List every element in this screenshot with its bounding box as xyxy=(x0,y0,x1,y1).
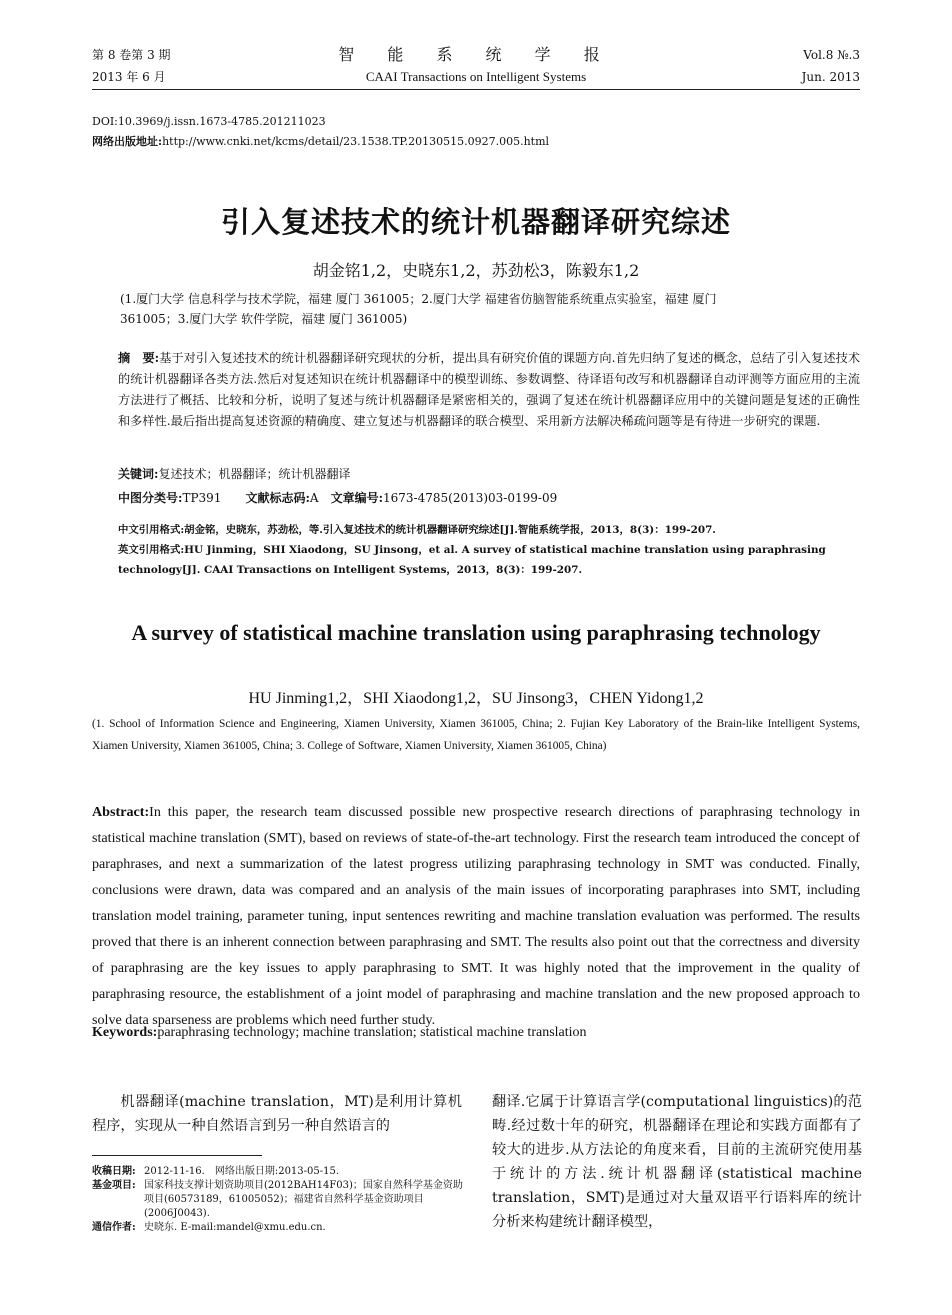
header-divider xyxy=(92,89,860,90)
footnote-corresponding xyxy=(92,1221,466,1235)
keywords-en-text: paraphrasing technology; machine translation; statistical machine translation xyxy=(157,1025,587,1040)
issue-date-en: Jun. 2013 xyxy=(801,70,860,84)
title-cn: 引入复述技术的统计机器翻译研究综述 xyxy=(220,205,731,239)
keywords-cn-text: 复述技术；机器翻译；统计机器翻译 xyxy=(158,467,351,481)
journal-name-en: CAAI Transactions on Intelligent Systems xyxy=(365,69,587,84)
body-column-left xyxy=(92,1090,462,1138)
footnote-text: 2012-11-16. 网络出版日期:2013-05-15. xyxy=(144,1166,340,1177)
volume-issue-en: Vol.8 №.3 xyxy=(803,48,860,62)
volume-issue: 第 8 卷第 3 期 xyxy=(92,48,171,62)
abstract-en-label: Abstract: xyxy=(92,804,150,820)
journal-name xyxy=(92,44,860,88)
keywords-cn xyxy=(118,464,860,484)
journal-name-cn: 智 能 系 统 学 报 xyxy=(338,45,614,64)
issue-info-en xyxy=(802,44,860,88)
affiliation-en: (1. School of Information Science and Engineering, Xiamen University, Xiamen 361005, China; 2. Fujian Key Laboratory of the Brain-like Intelligent Systems, Xiamen University, Xiamen 361005, China; 3. College of Software, Xiamen University, Xiamen 361005, China) xyxy=(92,718,860,752)
online-address xyxy=(92,132,549,152)
body-column-right xyxy=(492,1090,862,1234)
footnotes xyxy=(92,1165,466,1235)
citation-cn: 中文引用格式:胡金铭，史晓东，苏劲松，等.引入复述技术的统计机器翻译研究综述[J].智能系统学报，2013，8(3)：199-207. xyxy=(118,524,716,536)
online-address-label: 网络出版地址: xyxy=(92,135,163,148)
doc-code-label: 文献标志码: xyxy=(245,491,310,505)
abstract-en-text: In this paper, the research team discussed possible new prospective research directions of paraphrasing technology in statistical machine translation (SMT), based on reviews of state-of-the-art technology. First the research team introduced the concept of paraphrases, and next a summarization of the latest progress utilizing paraphrasing technology in SMT was conducted. Finally, conclusions were drawn, data was compared and an analysis of the main issues of incorporating paraphrases into SMT, including translation model training, parameter tuning, input sentences rewriting and machine translation evaluation was performed. The results proved that there is an inherent connection between paraphrasing and SMT. The results also point out that the correctness and diversity of paraphrasing are the key issues to apply paraphrasing to SMT. It was highly noted that the improvement in the quality of paraphrasing resource, the establishment of a joint model of paraphrasing and machine translation and the new proposed approach to solve data sparseness are problems which need further study. xyxy=(92,804,860,1028)
citation-block xyxy=(118,520,860,580)
authors-en: HU Jinming1,2，SHI Xiaodong1,2，SU Jinsong3，CHEN Yidong1,2 xyxy=(248,690,704,707)
abstract-en xyxy=(92,799,860,1033)
abstract-cn-text: 基于对引入复述技术的统计机器翻译研究现状的分析，提出具有研究价值的课题方向.首先归纳了复述的概念，总结了引入复述技术的统计机器翻译各类方法.然后对复述知识在统计机器翻译中的模型训练、参数调整、待译语句改写和机器翻译自动评测等方面应用的主流方法进行了概括、比较和分析，说明了复述与统计机器翻译是紧密相关的，强调了复述在统计机器翻译应用中的关键问题是复述的正确性和多样性.最后指出提高复述资源的精确度、建立复述与机器翻译的联合模型、采用新方法解决稀疏问题等是有待进一步研究的课题. xyxy=(118,351,861,428)
keywords-en-label: Keywords: xyxy=(92,1025,158,1040)
keywords-cn-label: 关键词: xyxy=(118,467,159,481)
body-paragraph: 翻译.它属于计算语言学(computational linguistics)的范畴.经过数十年的研究，机器翻译在理论和实践方面都有了较大的进步.从方法论的角度来看，目前的主流研究使用基于统计的方法.统计机器翻译(statistical machine translation，SMT)是通过对大量双语平行语料库的统计分析来构建统计翻译模型， xyxy=(492,1094,862,1230)
footnote-divider xyxy=(92,1155,262,1156)
footnote-text: 国家科技支撑计划资助项目(2012BAH14F03)；国家自然科学基金资助项目(60573189，61005052)；福建省自然科学基金资助项目(2006J0043). xyxy=(144,1180,463,1219)
citation-en: 英文引用格式:HU Jinming，SHI Xiaodong，SU Jinsong，et al. A survey of statistical machine translation using paraphrasing technology[J]. CAAI Transactions on Intelligent Systems，2013，8(3)：199-207. xyxy=(118,544,826,576)
online-address-url[interactable]: http://www.cnki.net/kcms/detail/23.1538.TP.20130515.0927.005.html xyxy=(162,135,550,148)
doi: DOI:10.3969/j.issn.1673-4785.201211023 xyxy=(92,115,326,128)
issue-date: 2013 年 6 月 xyxy=(92,70,166,84)
classification-line xyxy=(118,488,860,508)
affiliation-cn xyxy=(120,289,860,329)
clc-value: TP391 xyxy=(182,491,222,505)
body-paragraph: 机器翻译(machine translation，MT)是利用计算机程序，实现从一种自然语言到另一种自然语言的 xyxy=(92,1094,462,1134)
abstract-cn xyxy=(118,348,860,432)
affiliation-cn-line: (1.厦门大学 信息科学与技术学院，福建 厦门 361005；2.厦门大学 福建省仿脑智能系统重点实验室，福建 厦门 xyxy=(120,292,717,306)
article-number-value: 1673-4785(2013)03-0199-09 xyxy=(383,491,558,505)
authors-cn: 胡金铭1,2，史晓东1,2，苏劲松3，陈毅东1,2 xyxy=(312,261,640,280)
footnote-text: 史晓东. E-mail:mandel@xmu.edu.cn. xyxy=(144,1222,326,1233)
title-en: A survey of statistical machine translation using paraphrasing technology xyxy=(131,620,821,645)
doc-code-value: A xyxy=(309,491,319,505)
footnote-funding xyxy=(92,1179,466,1221)
clc-label: 中图分类号: xyxy=(118,491,183,505)
footnote-label: 收稿日期: xyxy=(92,1166,136,1177)
affiliation-cn-line: 361005；3.厦门大学 软件学院，福建 厦门 361005) xyxy=(120,312,408,326)
abstract-cn-label: 摘 要: xyxy=(118,351,160,365)
running-header xyxy=(92,44,860,90)
footnote-received xyxy=(92,1165,466,1179)
keywords-en xyxy=(92,1022,860,1044)
footnote-label: 基金项目: xyxy=(92,1180,136,1191)
article-meta xyxy=(92,112,549,152)
article-number-label: 文章编号: xyxy=(330,491,383,505)
footnote-label: 通信作者: xyxy=(92,1222,136,1233)
